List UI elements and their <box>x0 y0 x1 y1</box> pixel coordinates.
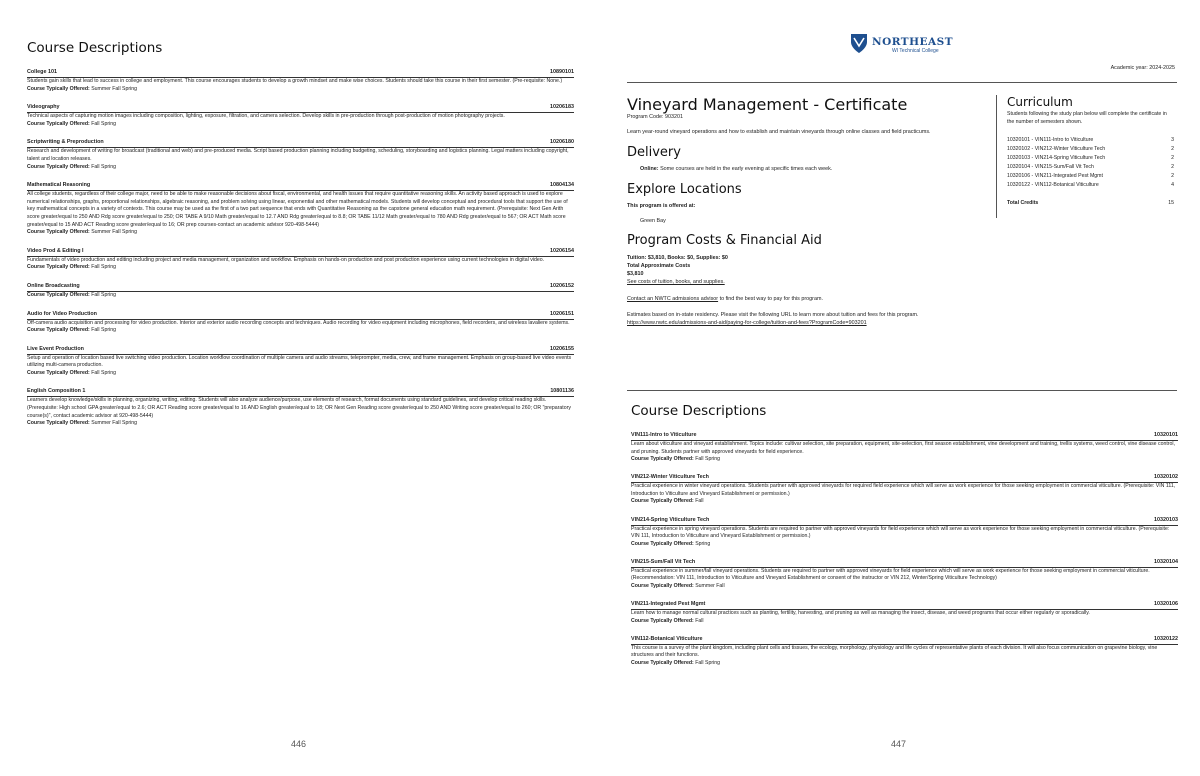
course-description: Research and development of writing for broadcast (traditional and web) and pre-produced media. Script based production planning including budgeting, scheduling, storyboarding and logistics planning. Legal matters including copyright, talent and location releases. <box>27 148 569 162</box>
course-description: Learners develop knowledge/skills in planning, organizing, writing, editing. Students will also analyze audience/purpose, use elements of research, format documents using standard guidelines, and develop critical reading skills. (Prerequisite: High school GPA greater/equal to 2.6; OR ACT Reading score greater/equal to 16 AND English greater/equal to 18; OR Next Gen Reading score greater/equal to 250 AND Writing score greater/equal to 260; OR "preparatory course(s)", contact academic advisor at 920-498-5444) <box>27 397 571 419</box>
course-entry <box>27 182 574 237</box>
course-header <box>27 182 574 191</box>
course-code: 10206151 <box>550 310 574 317</box>
course-entry <box>27 139 574 171</box>
course-header <box>27 104 574 113</box>
course-code: 10320102 <box>1154 474 1178 481</box>
course-name: Mathematical Reasoning <box>27 182 91 189</box>
curriculum-list <box>1007 136 1174 190</box>
course-header <box>631 432 1178 441</box>
course-offered <box>27 86 574 94</box>
tuition-url-link[interactable]: https://www.nwtc.edu/admissions-and-aid/paying-for-college/tuition-and-fees?ProgramCode=903201 <box>627 319 867 326</box>
explore-heading: Explore Locations <box>627 182 742 197</box>
offered-terms: Fall <box>695 617 704 624</box>
curriculum-intro: Students following the study plan below will complete the certificate in the number of semesters shown. <box>1007 111 1167 125</box>
estimate-text: Estimates based on in-state residency. Please visit the following URL to learn more about tuition and fees for this program. <box>627 312 919 318</box>
course-name: Videography <box>27 104 60 111</box>
costs-heading: Program Costs & Financial Aid <box>627 233 822 248</box>
page-number: 447 <box>891 739 907 749</box>
total-cost-label: Total Approximate Costs <box>627 262 691 269</box>
course-entry <box>631 636 1178 668</box>
course-name: VIN214-Spring Viticulture Tech <box>631 516 710 523</box>
course-offered <box>631 583 1178 591</box>
course-header <box>27 248 574 257</box>
course-code: 10804134 <box>550 182 574 189</box>
offered-terms: Fall <box>695 498 704 505</box>
estimate-block <box>627 312 947 328</box>
explore-offered-label: This program is offered at: <box>627 203 696 209</box>
course-description: Practical experience in spring vineyard operations. Students are required to partner with approved vineyards for field experience which will serve as work experience for those seeking employment in commercial viticulture. (Prerequisite: VIN 111, Introduction to Viticulture and Vineyard Establishment or permission.) <box>631 525 1170 540</box>
course-code: 10890101 <box>550 69 574 75</box>
curriculum-row <box>1007 145 1174 154</box>
course-offered <box>27 229 574 237</box>
course-code: 10206154 <box>550 247 574 254</box>
offered-label: Course Typically Offered: <box>27 163 90 170</box>
offered-terms: Spring <box>695 540 711 547</box>
curriculum-row <box>1007 181 1174 190</box>
curriculum-credits: 2 <box>1171 173 1174 180</box>
college-logo <box>850 31 960 57</box>
offered-label: Course Typically Offered: <box>27 420 90 427</box>
curriculum-course: 10320104 - VIN215-Sum/Fall Vit Tech <box>1007 164 1094 171</box>
curriculum-row <box>1007 136 1174 145</box>
course-header <box>27 283 574 292</box>
course-code: 10320106 <box>1154 601 1178 608</box>
total-credits-value: 15 <box>1168 200 1174 207</box>
course-descriptions-title: Course Descriptions <box>631 403 767 419</box>
course-offered <box>27 420 574 428</box>
course-offered <box>27 121 574 129</box>
course-entry <box>631 517 1178 549</box>
course-name: College 101 <box>27 69 57 75</box>
course-list <box>27 69 574 439</box>
course-code: 10320122 <box>1154 635 1178 642</box>
course-code: 10320101 <box>1154 432 1178 438</box>
course-code: 10206183 <box>550 104 574 111</box>
course-description: Practical experience in summer/fall vineyard operations. Students are required to partner with approved vineyards for field experience which will serve as work experience for those seeking employment in commercial viticulture. (Recommendation: VIN 111, Introduction to Viticulture and Vineyard Establishment or consent of the instructor or VIN 212, Winter/Spring Viticulture Technology) <box>631 567 1150 582</box>
course-offered <box>27 164 574 172</box>
curriculum-row <box>1007 172 1174 181</box>
delivery-detail: Some courses are held in the early evening at specific times each week. <box>660 166 833 172</box>
offered-label: Course Typically Offered: <box>631 583 694 590</box>
course-code: 10206180 <box>550 139 574 146</box>
course-header <box>631 601 1178 610</box>
offered-terms: Fall Spring <box>695 660 720 666</box>
course-entry <box>631 474 1178 506</box>
course-name: VIN212-Winter Viticulture Tech <box>631 474 709 481</box>
course-entry <box>631 559 1178 591</box>
offered-label: Course Typically Offered: <box>631 540 694 547</box>
contact-line <box>627 296 823 302</box>
course-entry <box>631 601 1178 625</box>
course-header <box>27 311 574 320</box>
offered-label: Course Typically Offered: <box>27 291 90 298</box>
offered-label: Course Typically Offered: <box>631 456 694 463</box>
course-entry <box>27 388 574 427</box>
course-name: Audio for Video Production <box>27 310 97 317</box>
offered-terms: Fall Spring <box>91 264 116 271</box>
costs-link[interactable]: See costs of tuition, books, and supplies. <box>627 278 725 285</box>
contact-rest: to find the best way to pay for this program. <box>718 296 823 302</box>
course-header <box>27 388 574 397</box>
offered-label: Course Typically Offered: <box>631 498 694 505</box>
curriculum-total <box>1007 200 1174 206</box>
course-description: Learn how to manage normal cultural practices such as planting, fertility, harvesting, and pruning as well as managing the insect, disease, and weed programs that occur either regularly or sporadically. <box>631 610 1090 617</box>
offered-terms: Fall Spring <box>91 369 116 376</box>
course-code: 10206152 <box>550 282 574 289</box>
program-code: Program Code: 903201 <box>627 114 684 120</box>
offered-label: Course Typically Offered: <box>27 229 90 236</box>
course-list <box>631 432 1178 678</box>
course-code: 10801136 <box>550 388 574 395</box>
offered-terms: Summer Fall Spring <box>91 229 138 236</box>
offered-label: Course Typically Offered: <box>27 264 90 271</box>
curriculum-course: 10320102 - VIN212-Winter Viticulture Tech <box>1007 146 1106 153</box>
total-credits-label: Total Credits <box>1007 200 1039 207</box>
logo-name: NORTHEAST <box>872 36 954 48</box>
course-name: VIN112-Botanical Viticulture <box>631 635 703 642</box>
course-description: This course is a survey of the plant kingdom, including plant cells and tissues, the ecology, morphology, physiology and life cycles of representative plants of each division. It will also focus communication on grapevine biology, vine structures and their functions. <box>631 644 1158 659</box>
offered-terms: Fall Spring <box>695 456 720 463</box>
curriculum-course: 10320101 - VIN111-Intro to Viticulture <box>1007 137 1094 144</box>
curriculum-credits: 2 <box>1171 155 1174 162</box>
curriculum-credits: 4 <box>1171 182 1174 189</box>
course-description: All college students, regardless of their college major, need to be able to make reasonable decisions about fiscal, environmental, and health issues that require quantitative reasoning skills. An activity based approach is used to explore numerical relationships, graphs, proportional relationships, algebraic reasoning, and problem solving using linear, exponential and other mathematical models. Students will develop conceptual and procedural tools that support the use of key mathematical concepts in a variety of contexts. This course may be used as the first of a two part sequence that ends with Quantitative Reasoning as the capstone general education math requirement. (Prerequisite: Next Gen Arith score greater/equal to 250 AND Rdg score greater/equal to 250; OR TABE A 9/10 Math greater/equal to 12.7 AND Rdg greater/equal to 8.8; OR TABE 11/12 Math greater/equal to 780 AND Rdg greater/equal to 567; OR ACT Math score greater/equal to 15 AND ACT Reading score greater/equal to 16; OR prep courses-contact an academic advisor 920-498-5444) <box>27 191 568 228</box>
academic-year: Academic year: 2024-2025 <box>1110 65 1175 71</box>
offered-terms: Summer Fall Spring <box>91 420 138 427</box>
course-name: Scriptwriting & Preproduction <box>27 139 104 146</box>
course-entry <box>27 69 574 93</box>
course-offered <box>631 456 1178 464</box>
course-code: 10320103 <box>1154 516 1178 523</box>
course-offered <box>631 498 1178 506</box>
course-entry <box>631 432 1178 464</box>
offered-terms: Fall Spring <box>91 291 116 298</box>
course-code: 10320104 <box>1154 558 1178 565</box>
course-header <box>631 636 1178 645</box>
delivery-text <box>640 166 832 172</box>
course-header <box>27 346 574 355</box>
offered-terms: Fall Spring <box>91 163 116 170</box>
offered-terms: Fall Spring <box>91 120 116 127</box>
offered-label: Course Typically Offered: <box>27 120 90 127</box>
course-description: Students gain skills that lead to success in college and employment. This course encourages students to develop a growth mindset and make wise choices. Students should take this course in their first semester. (Pre-requisite: None.) <box>27 78 563 84</box>
offered-terms: Summer Fall <box>695 583 725 590</box>
total-cost-value: $3,810 <box>627 270 644 277</box>
course-header <box>631 474 1178 483</box>
offered-label: Course Typically Offered: <box>631 617 694 624</box>
offered-label: Course Typically Offered: <box>631 660 694 666</box>
course-description: Technical aspects of capturing motion images including composition, lighting, exposure, filtration, and camera selection. Develop skills in pre-production through post-production of motion photography projects. <box>27 113 505 120</box>
right-page <box>600 0 1200 776</box>
course-entry <box>27 248 574 272</box>
costs-block <box>627 255 927 287</box>
course-entry <box>27 104 574 128</box>
curriculum-row <box>1007 163 1174 172</box>
offered-label: Course Typically Offered: <box>27 327 90 334</box>
curriculum-course: 10320103 - VIN214-Spring Viticulture Tech <box>1007 155 1106 162</box>
course-offered <box>27 370 574 378</box>
course-offered <box>27 264 574 272</box>
contact-advisor-link[interactable]: Contact an NWTC admissions advisor <box>627 296 719 302</box>
curriculum-row <box>1007 154 1174 163</box>
curriculum-credits: 3 <box>1171 137 1174 144</box>
course-description: Fundamentals of video production and editing including project and media management, organization and workflow. Emphasis on hands-on production and post production experience using current technologies in digital video. <box>27 256 545 263</box>
course-header <box>631 517 1178 526</box>
course-offered <box>27 292 574 300</box>
course-entry <box>27 311 574 335</box>
tuition-line: Tuition: $3,810, Books: $0, Supplies: $0 <box>627 255 728 261</box>
course-description: Practical experience in winter vineyard operations. Students partner with approved vineyards for required field experience which will serve as work experience for those seeking employment in commercial viticulture. (Prerequisite: VIN 111, Introduction to Viticulture and Vineyard Establishment or permission.) <box>631 483 1176 497</box>
curriculum-course: 10320122 - VIN112-Botanical Viticulture <box>1007 182 1099 189</box>
curriculum-course: 10320106 - VIN211-Integrated Pest Mgmt <box>1007 173 1103 180</box>
course-offered <box>631 618 1178 626</box>
course-description: Learn about viticulture and vineyard establishment. Topics include: cultivar selection, site preparation, equipment, site-selection, first season establishment, vine development and training, trellis systems, weed control, vine disease control, and pruning. Students partner with approved vineyards for field experience. <box>631 441 1176 455</box>
course-name: English Composition 1 <box>27 388 86 395</box>
course-name: Live Event Production <box>27 345 84 352</box>
shield-icon <box>850 32 868 54</box>
divider <box>627 390 1177 391</box>
curriculum-heading: Curriculum <box>1007 95 1073 109</box>
page-number: 446 <box>291 739 307 749</box>
page-title: Course Descriptions <box>27 40 163 56</box>
course-name: Online Broadcasting <box>27 282 80 289</box>
offered-label: Course Typically Offered: <box>27 85 90 92</box>
location-name: Green Bay <box>640 218 666 224</box>
course-offered <box>27 327 574 335</box>
delivery-label: Online: <box>640 166 659 172</box>
course-name: VIN215-Sum/Fall Vit Tech <box>631 558 696 565</box>
course-entry <box>27 283 574 300</box>
course-name: Video Prod & Editing I <box>27 247 84 254</box>
delivery-heading: Delivery <box>627 145 681 160</box>
offered-terms: Summer Fall Spring <box>91 85 138 92</box>
course-offered <box>631 660 1178 668</box>
course-name: VIN211-Integrated Pest Mgmt <box>631 601 706 608</box>
logo-subtitle: WI Technical College <box>892 48 939 54</box>
offered-terms: Fall Spring <box>91 327 116 334</box>
course-name: VIN111-Intro to Viticulture <box>631 432 697 438</box>
program-intro: Learn year-round vineyard operations and how to establish and maintain vineyards through online classes and field practicums. <box>627 129 931 135</box>
program-title: Vineyard Management - Certificate <box>627 95 908 114</box>
course-code: 10206155 <box>550 345 574 352</box>
course-header <box>631 559 1178 568</box>
offered-label: Course Typically Offered: <box>27 369 90 376</box>
course-description: Setup and operation of location based live switching video production. Location workflow coordination of multiple camera and audio streams, teleprompter, media, crew, and frame management. Emphasis on group-based live video events utilizing multi-camera production. <box>27 354 572 369</box>
course-header <box>27 139 574 148</box>
course-entry <box>27 346 574 378</box>
course-header <box>27 69 574 78</box>
curriculum-credits: 2 <box>1171 146 1174 153</box>
divider <box>627 82 1177 83</box>
course-description: Off-camera audio acquisition and processing for video production. Interior and exterior audio recording concepts and techniques. Audio recording for video equipment including microphones, field recorders, and wireless lavaliere systems. <box>27 319 570 326</box>
curriculum-panel <box>996 95 1174 218</box>
curriculum-credits: 2 <box>1171 164 1174 171</box>
course-offered <box>631 541 1178 549</box>
